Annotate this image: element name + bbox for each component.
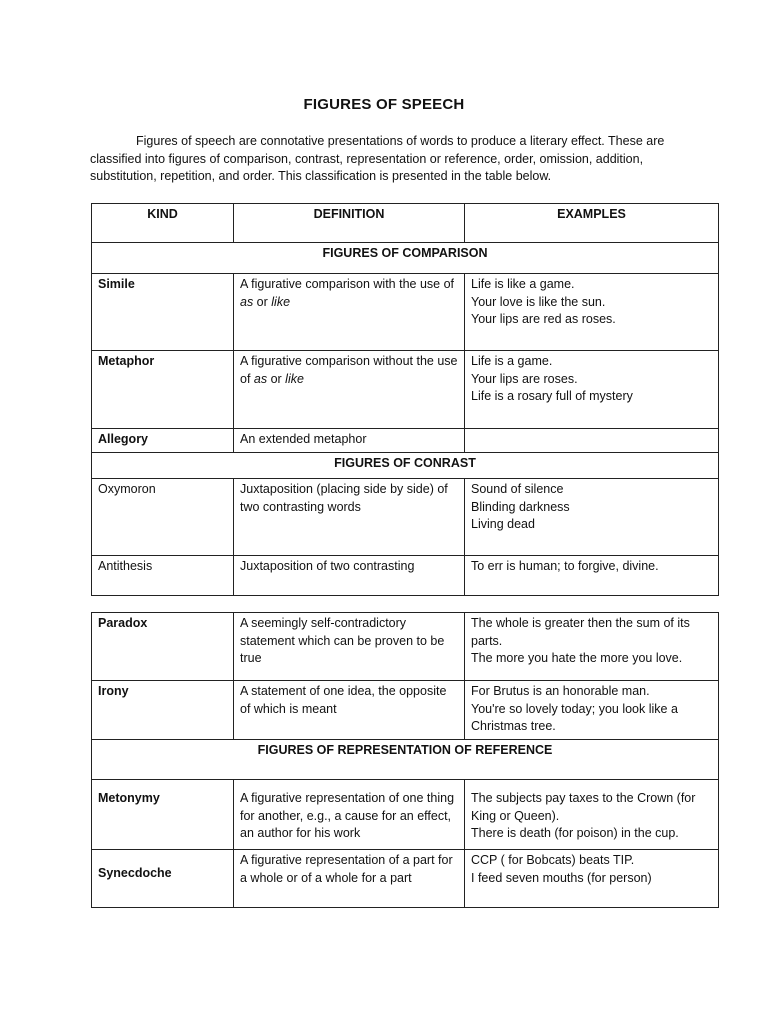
definition-cell: A figurative representation of a part for a whole or of a whole for a part — [234, 850, 465, 908]
examples-cell — [465, 429, 719, 453]
header-row — [92, 204, 719, 243]
example-line: There is death (for poison) in the cup. — [471, 826, 679, 840]
definition-cell: A statement of one idea, the opposite of which is meant — [234, 681, 465, 740]
example-line: The subjects pay taxes to the Crown (for King or Queen). — [471, 791, 696, 823]
definition-italic-like: like — [285, 371, 304, 386]
example-line: Blinding darkness — [471, 499, 570, 514]
kind-cell: Metaphor — [92, 351, 234, 429]
table-row-synecdoche — [92, 850, 719, 908]
header-definition: DEFINITION — [234, 204, 465, 243]
table-row-paradox — [92, 613, 719, 681]
example-line: To err is human; to forgive, divine. — [471, 559, 659, 573]
section-comparison: FIGURES OF COMPARISON — [92, 243, 719, 274]
example-line: The more you hate the more you love. — [471, 651, 683, 665]
header-kind: KIND — [92, 204, 234, 243]
section-contrast: FIGURES OF CONRAST — [92, 453, 719, 479]
example-line: For Brutus is an honorable man. — [471, 684, 650, 698]
example-line: Your love is like the sun. — [471, 294, 606, 309]
example-line: The whole is greater then the sum of its parts. — [471, 616, 690, 648]
examples-cell — [465, 850, 719, 908]
example-line: Life is a rosary full of mystery — [471, 389, 633, 403]
definition-italic-as: as — [240, 294, 254, 309]
figures-table-part-2 — [91, 612, 719, 908]
example-line: Your lips are roses. — [471, 371, 578, 386]
section-row-representation — [92, 740, 719, 780]
kind-cell: Paradox — [92, 613, 234, 681]
examples-cell — [465, 274, 719, 351]
kind-cell: Synecdoche — [92, 850, 234, 908]
table-row-allegory — [92, 429, 719, 453]
page-title: FIGURES OF SPEECH — [303, 96, 465, 113]
section-representation: FIGURES OF REPRESENTATION OF REFERENCE — [92, 740, 719, 780]
definition-cell: An extended metaphor — [234, 429, 465, 453]
intro-paragraph — [90, 133, 680, 186]
intro-text: Figures of speech are connotative presentations of words to produce a literary effect. These are classified into figures of comparison, contrast, representation or reference, order, omission, addition, substitution, repetition, and order. This classification is presented in the table below. — [90, 134, 665, 183]
kind-cell: Allegory — [92, 429, 234, 453]
kind-cell: Antithesis — [92, 556, 234, 596]
definition-cell: A figurative representation of one thing for another, e.g., a cause for an effect, an author for his work — [234, 780, 465, 850]
kind-cell: Irony — [92, 681, 234, 740]
definition-cell — [234, 274, 465, 351]
definition-cell: Juxtaposition of two contrasting — [234, 556, 465, 596]
example-line: Life is a game. — [471, 354, 553, 368]
example-line: Sound of silence — [471, 482, 564, 496]
figures-table-part-1 — [91, 203, 719, 596]
definition-italic-like: like — [271, 294, 291, 309]
section-row-comparison — [92, 243, 719, 274]
example-line: CCP ( for Bobcats) beats TIP. — [471, 853, 635, 867]
example-line: Your lips are red as roses. — [471, 312, 616, 326]
examples-cell — [465, 681, 719, 740]
examples-cell — [465, 479, 719, 556]
definition-cell: A seemingly self-contradictory statement which can be proven to be true — [234, 613, 465, 681]
example-line: Living dead — [471, 517, 535, 531]
definition-italic-as: as — [253, 371, 268, 386]
table-row-metonymy — [92, 780, 719, 850]
examples-cell — [465, 556, 719, 596]
kind-cell: Simile — [92, 274, 234, 351]
definition-text: A figurative comparison with the use of — [240, 277, 455, 291]
example-line: I feed seven mouths (for person) — [471, 870, 652, 885]
kind-cell: Metonymy — [92, 780, 234, 850]
table-row-antithesis — [92, 556, 719, 596]
definition-text-or: or — [253, 294, 272, 309]
header-examples: EXAMPLES — [465, 204, 719, 243]
table-row-metaphor — [92, 351, 719, 429]
table-row-oxymoron — [92, 479, 719, 556]
section-row-contrast — [92, 453, 719, 479]
examples-cell — [465, 780, 719, 850]
definition-cell — [234, 351, 465, 429]
table-row-irony — [92, 681, 719, 740]
definition-text: A figurative comparison without the use of — [240, 354, 458, 386]
examples-cell — [465, 613, 719, 681]
examples-cell — [465, 351, 719, 429]
definition-text-or: or — [267, 371, 286, 386]
example-line: You're so lovely today; you look like a Christmas tree. — [471, 701, 678, 733]
example-line: Life is like a game. — [471, 277, 575, 291]
definition-cell: Juxtaposition (placing side by side) of two contrasting words — [234, 479, 465, 556]
table-row-simile — [92, 274, 719, 351]
kind-cell: Oxymoron — [92, 479, 234, 556]
